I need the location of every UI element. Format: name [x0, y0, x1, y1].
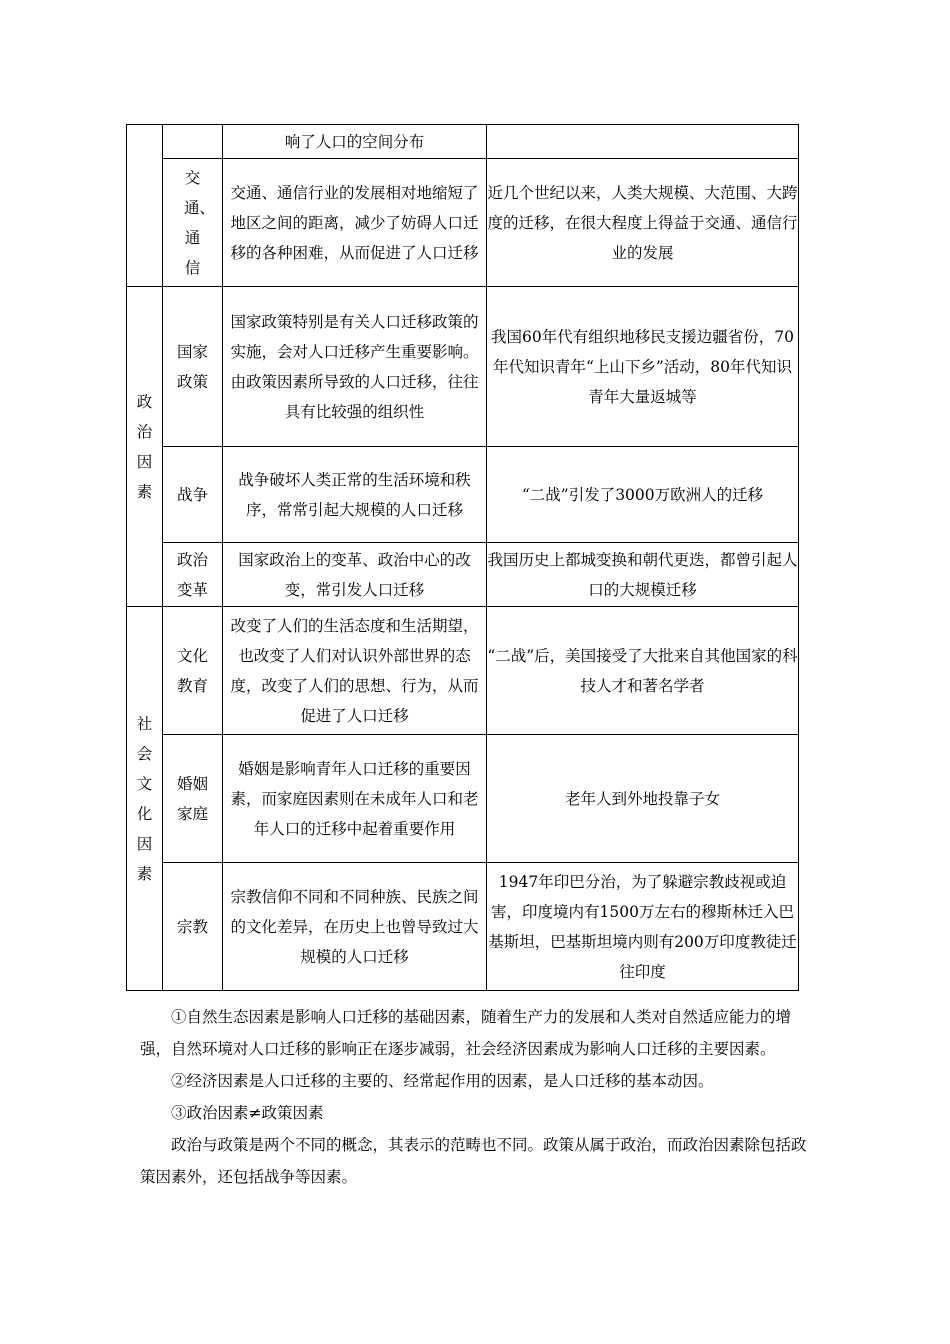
subcategory-cell [163, 125, 223, 159]
note-paragraph: ②经济因素是人口迁移的主要的、经常起作用的因素，是人口迁移的基本动因。 [171, 1072, 714, 1090]
example-cell: 老年人到外地投靠子女 [487, 735, 799, 863]
description-cell: 国家政治上的变革、政治中心的改变，常引发人口迁移 [223, 543, 487, 607]
example-cell: “二战”引发了3000万欧洲人的迁移 [487, 447, 799, 543]
subcategory-cell: 政治变革 [163, 543, 223, 607]
example-cell: “二战”后，美国接受了大批来自其他国家的科技人才和著名学者 [487, 607, 799, 735]
table-row [127, 735, 799, 863]
example-cell: 1947年印巴分治，为了躲避宗教歧视或迫害，印度境内有1500万左右的穆斯林迁入巴基斯坦，巴基斯坦境内则有200万印度教徒迁往印度 [487, 863, 799, 991]
subcategory-cell: 宗教 [163, 863, 223, 991]
example-cell [487, 125, 799, 159]
table-row [127, 863, 799, 991]
description-cell: 改变了人们的生活态度和生活期望，也改变了人们对认识外部世界的态度，改变了人们的思想、行为，从而促进了人口迁移 [223, 607, 487, 735]
table-row [127, 543, 799, 607]
note-paragraph: 政治与政策是两个不同的概念，其表示的范畴也不同。政策从属于政治，而政治因素除包括政策因素外，还包括战争等因素。 [140, 1136, 807, 1186]
table-row [127, 125, 799, 159]
table-row [127, 287, 799, 447]
subcategory-cell: 战争 [163, 447, 223, 543]
note-paragraph: ①自然生态因素是影响人口迁移的基础因素，随着生产力的发展和人类对自然适应能力的增强，自然环境对人口迁移的影响正在逐步减弱，社会经济因素成为影响人口迁移的主要因素。 [140, 1008, 792, 1058]
table-row [127, 607, 799, 735]
description-cell: 响了人口的空间分布 [223, 125, 487, 159]
category-cell-social-cultural: 社会文化因素 [127, 607, 163, 991]
notes-section [140, 1001, 812, 1193]
example-cell: 我国历史上都城变换和朝代更迭，都曾引起人口的大规模迁移 [487, 543, 799, 607]
table-row [127, 447, 799, 543]
description-cell: 婚姻是影响青年人口迁移的重要因素，而家庭因素则在未成年人口和老年人口的迁移中起着重要作用 [223, 735, 487, 863]
description-cell: 国家政策特别是有关人口迁移政策的实施，会对人口迁移产生重要影响。由政策因素所导致的人口迁移，往往具有比较强的组织性 [223, 287, 487, 447]
category-cell-continued [127, 125, 163, 287]
subcategory-cell: 文化教育 [163, 607, 223, 735]
migration-factors-table [126, 124, 799, 991]
description-cell: 宗教信仰不同和不同种族、民族之间的文化差异，在历史上也曾导致过大规模的人口迁移 [223, 863, 487, 991]
category-cell-political: 政治因素 [127, 287, 163, 607]
example-cell: 我国60年代有组织地移民支援边疆省份，70年代知识青年“上山下乡”活动，80年代知识青年大量返城等 [487, 287, 799, 447]
description-cell: 战争破坏人类正常的生活环境和秩序，常常引起大规模的人口迁移 [223, 447, 487, 543]
subcategory-cell: 婚姻家庭 [163, 735, 223, 863]
subcategory-cell: 交通、通信 [163, 159, 223, 287]
table-row [127, 159, 799, 287]
example-cell: 近几个世纪以来，人类大规模、大范围、大跨度的迁移，在很大程度上得益于交通、通信行业的发展 [487, 159, 799, 287]
note-paragraph: ③政治因素≠政策因素 [171, 1104, 324, 1122]
subcategory-cell: 国家政策 [163, 287, 223, 447]
description-cell: 交通、通信行业的发展相对地缩短了地区之间的距离，减少了妨碍人口迁移的各种困难，从而促进了人口迁移 [223, 159, 487, 287]
